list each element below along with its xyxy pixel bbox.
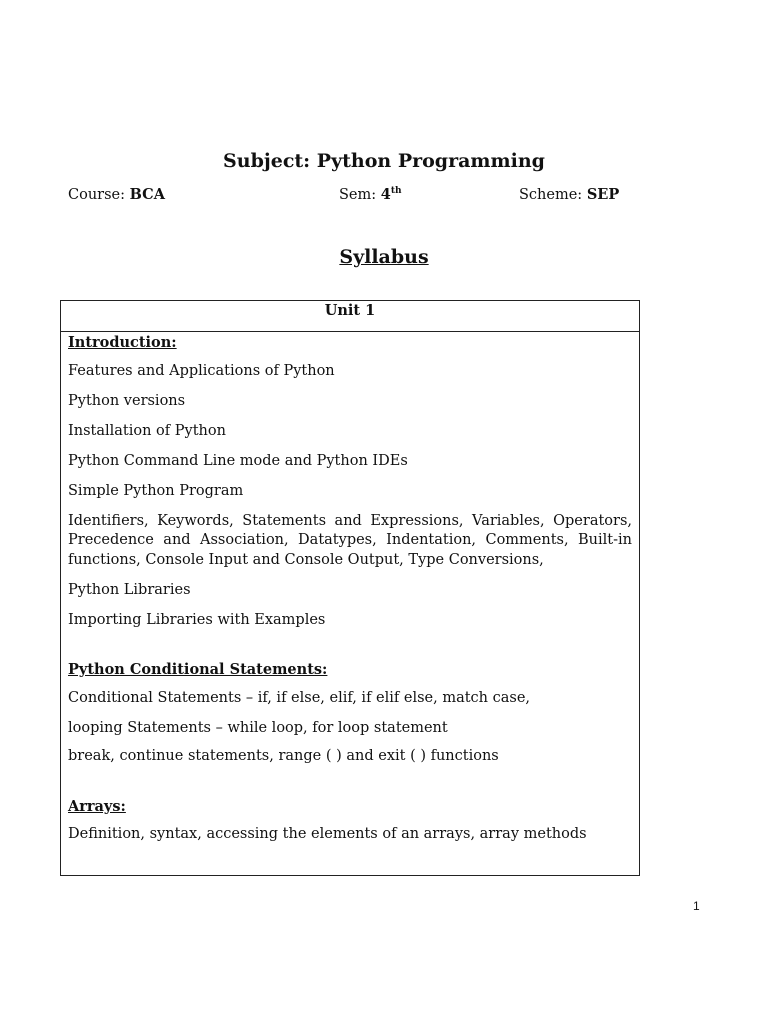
topic-item: Python Command Line mode and Python IDEs: [68, 452, 408, 469]
section-heading-conditional: Python Conditional Statements:: [68, 661, 328, 678]
unit-title: Unit 1: [61, 301, 639, 332]
course-value: BCA: [129, 186, 165, 203]
section-spacer: [68, 767, 632, 796]
scheme-value: SEP: [586, 186, 620, 203]
topic-item: Definition, syntax, accessing the elements of an arrays, array methods: [68, 826, 587, 842]
unit-content: [61, 333, 639, 845]
subject-title: Subject: Python Programming: [223, 150, 545, 172]
scheme-label: Scheme:: [519, 187, 583, 203]
scheme-info: [519, 186, 619, 203]
page-number: 1: [693, 899, 700, 913]
topic-item: Conditional Statements – if, if else, elif, if elif else, match case,: [68, 689, 531, 706]
topic-item: Importing Libraries with Examples: [68, 611, 326, 628]
section-heading-arrays: Arrays:: [68, 797, 126, 815]
topic-item: Python versions: [68, 392, 186, 409]
sem-value: 4: [380, 186, 391, 203]
section-heading-introduction: Introduction:: [68, 334, 177, 351]
sem-label: Sem:: [339, 187, 377, 203]
sem-info: [339, 186, 402, 203]
topic-item: Identifiers, Keywords, Statements and Expressions, Variables, Operators, Precedence and Association, Datatypes, Indentation, Comments, Built-in functions, Console Input and Console Output, Type Conversions,: [68, 512, 632, 568]
sem-suffix: th: [390, 186, 402, 197]
syllabus-title: Syllabus: [339, 246, 429, 268]
section-spacer: [68, 630, 632, 659]
topic-item: Installation of Python: [68, 422, 226, 439]
unit-table: [60, 300, 640, 876]
topic-item: break, continue statements, range ( ) and exit ( ) functions: [68, 748, 499, 764]
course-label: Course:: [68, 187, 126, 203]
course-info: [68, 186, 165, 203]
topic-item: Simple Python Program: [68, 482, 244, 499]
topic-item: Features and Applications of Python: [68, 362, 335, 379]
topic-item: Python Libraries: [68, 581, 191, 598]
topic-item: looping Statements – while loop, for loop statement: [68, 719, 448, 736]
